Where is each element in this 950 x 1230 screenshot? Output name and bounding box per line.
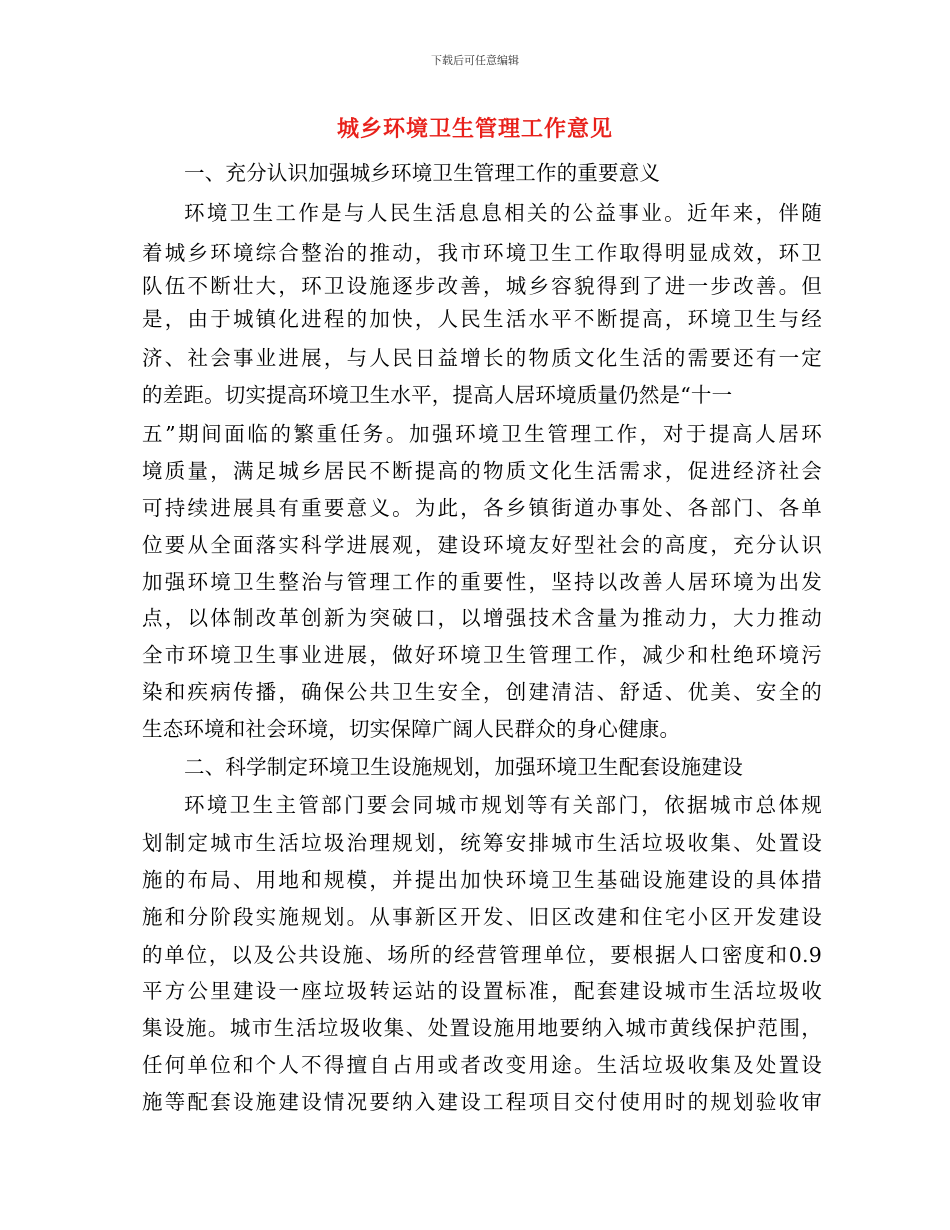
paragraph-line: 染和疾病传播，确保公共卫生安全，创建清洁、舒适、优美、安全的 <box>142 680 822 704</box>
paragraph-line: 平方公里建设一座垃圾转运站的设置标准，配套建设城市生活垃圾收 <box>142 979 822 1003</box>
paragraph-line: 集设施。城市生活垃圾收集、处置设施用地要纳入城市黄线保护范围， <box>142 1016 822 1040</box>
paragraph-line: 是，由于城镇化进程的加快，人民生活水平不断提高，环境卫生与经 <box>142 307 822 331</box>
paragraph-line: 施的布局、用地和规模，并提出加快环境卫生基础设施建设的具体措 <box>142 868 822 892</box>
paragraph-line: 环境卫生主管部门要会同城市规划等有关部门，依据城市总体规 <box>184 793 822 817</box>
paragraph-line: 着城乡环境综合整治的推动，我市环境卫生工作取得明显成效，环卫 <box>142 241 822 265</box>
paragraph-line: 队伍不断壮大，环卫设施逐步改善，城乡容貌得到了进一步改善。但 <box>142 274 822 298</box>
paragraph-line: 位要从全面落实科学进展观，建设环境友好型社会的高度，充分认识 <box>142 533 822 557</box>
paragraph-line: 施等配套设施建设情况要纳入建设工程项目交付使用时的规划验收审 <box>142 1090 822 1114</box>
paragraph-line: 环境卫生工作是与人民生活息息相关的公益事业。近年来，伴随 <box>184 201 822 225</box>
paragraph-line: 划制定城市生活垃圾治理规划，统筹安排城市生活垃圾收集、处置设 <box>142 831 822 855</box>
paragraph-line: 的差距。切实提高环境卫生水平，提高人居环境质量仍然是“十一 <box>142 383 733 407</box>
section-heading-2: 二、科学制定环境卫生设施规划，加强环境卫生配套设施建设 <box>184 755 743 779</box>
paragraph-line: 点，以体制改革创新为突破口，以增强技术含量为推动力，大力推动 <box>142 606 822 630</box>
header-note: 下载后可任意编辑 <box>431 54 519 67</box>
paragraph-line: 施和分阶段实施规划。从事新区开发、旧区改建和住宅小区开发建设 <box>142 905 822 929</box>
paragraph-line: 境质量，满足城乡居民不断提高的物质文化生活需求，促进经济社会 <box>142 459 822 483</box>
paragraph-line: 加强环境卫生整治与管理工作的重要性，坚持以改善人居环境为出发 <box>142 570 822 594</box>
paragraph-line: 济、社会事业进展，与人民日益增长的物质文化生活的需要还有一定 <box>142 346 822 370</box>
paragraph-line: 可持续进展具有重要意义。为此，各乡镇街道办事处、各部门、各单 <box>142 496 822 520</box>
section-heading-1: 一、充分认识加强城乡环境卫生管理工作的重要意义 <box>184 161 661 185</box>
paragraph-line: 的单位，以及公共设施、场所的经营管理单位，要根据人口密度和0.9 <box>142 943 822 967</box>
document-title: 城乡环境卫生管理工作意见 <box>336 117 613 142</box>
paragraph-line: 任何单位和个人不得擅自占用或者改变用途。生活垃圾收集及处置设 <box>142 1053 822 1077</box>
paragraph-line: 生态环境和社会环境，切实保障广阔人民群众的身心健康。 <box>142 717 681 741</box>
paragraph-line: 全市环境卫生事业进展，做好环境卫生管理工作，减少和杜绝环境污 <box>142 643 822 667</box>
paragraph-line: 五”期间面临的繁重任务。加强环境卫生管理工作，对于提高人居环 <box>142 422 822 446</box>
